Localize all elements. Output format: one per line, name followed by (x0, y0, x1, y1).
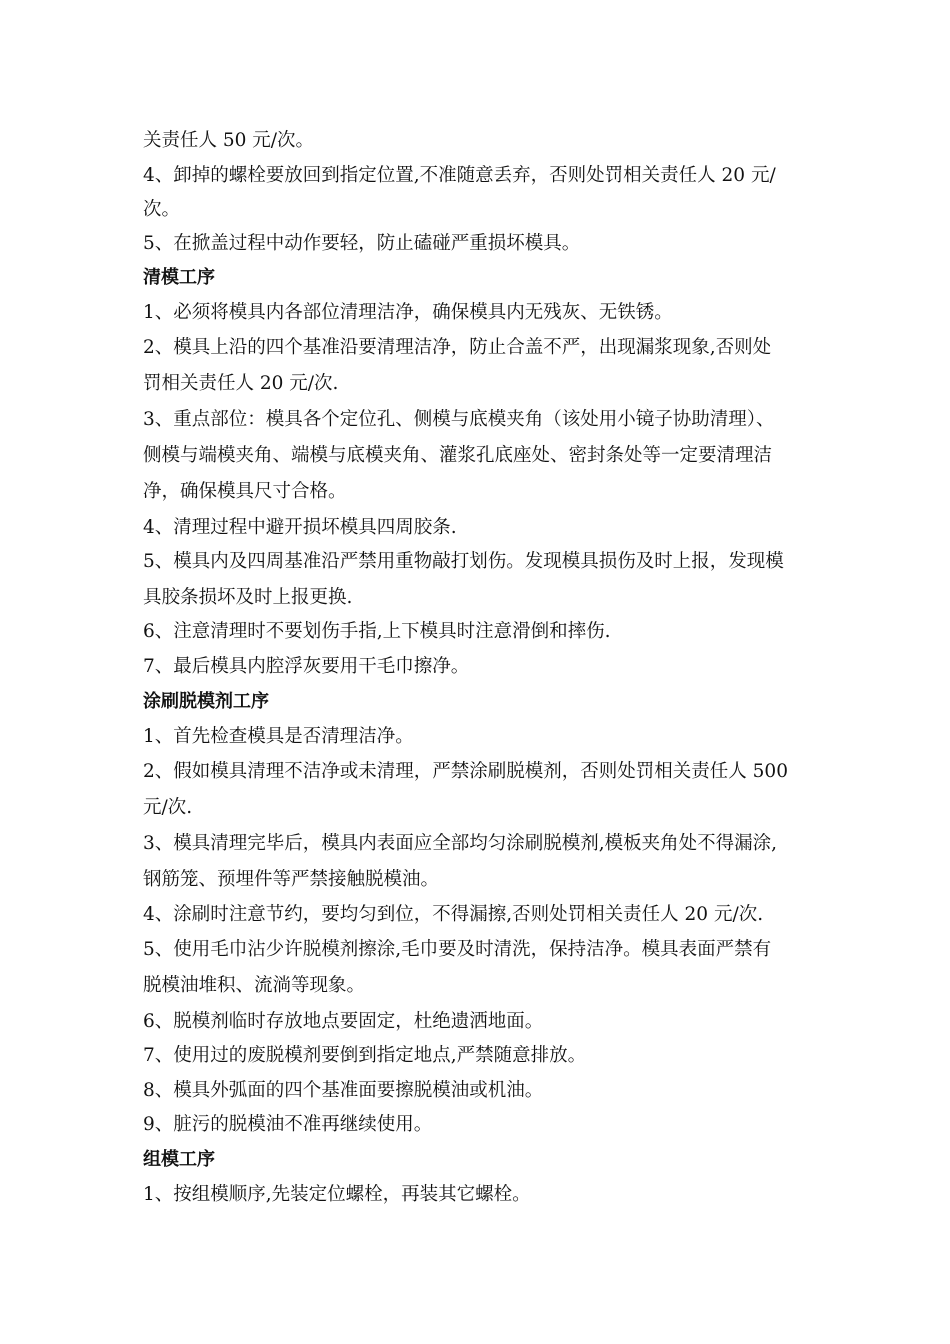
body-line: 9、脏污的脱模油不准再继续使用。 (143, 1114, 433, 1135)
body-line: 罚相关责任人 20 元/次. (143, 373, 339, 394)
body-line: 7、使用过的废脱模剂要倒到指定地点,严禁随意排放。 (143, 1045, 587, 1066)
section-heading-clean-mold: 清模工序 (143, 267, 215, 288)
body-line: 5、模具内及四周基准沿严禁用重物敲打划伤。发现模具损伤及时上报，发现模 (143, 551, 784, 572)
body-line: 脱模油堆积、流淌等现象。 (143, 975, 366, 996)
body-line: 3、重点部位：模具各个定位孔、侧模与底模夹角（该处用小镜子协助清理）、 (143, 409, 775, 430)
body-line: 2、模具上沿的四个基准沿要清理洁净，防止合盖不严，出现漏浆现象,否则处 (143, 337, 772, 358)
body-line: 侧模与端模夹角、端模与底模夹角、灌浆孔底座处、密封条处等一定要清理洁 (143, 445, 773, 466)
body-line: 1、首先检查模具是否清理洁净。 (143, 726, 414, 747)
body-line: 7、最后模具内腔浮灰要用干毛巾擦净。 (143, 656, 470, 677)
body-line: 5、使用毛巾沾少许脱模剂擦涂,毛巾要及时清洗，保持洁净。模具表面严禁有 (143, 939, 772, 960)
body-line: 具胶条损坏及时上报更换. (143, 587, 353, 608)
body-line: 3、模具清理完毕后，模具内表面应全部均匀涂刷脱模剂,模板夹角处不得漏涂, (143, 833, 778, 854)
body-line: 1、按组模顺序,先装定位螺栓，再装其它螺栓。 (143, 1184, 531, 1205)
body-line: 5、在掀盖过程中动作要轻，防止磕碰严重损坏模具。 (143, 233, 581, 254)
body-line: 关责任人 50 元/次。 (143, 130, 315, 151)
body-line: 8、模具外弧面的四个基准面要擦脱模油或机油。 (143, 1080, 544, 1101)
body-line: 2、假如模具清理不洁净或未清理，严禁涂刷脱模剂，否则处罚相关责任人 500 (143, 761, 788, 782)
body-line: 元/次. (143, 797, 193, 818)
body-line: 钢筋笼、预埋件等严禁接触脱模油。 (143, 869, 440, 890)
section-heading-assemble-mold: 组模工序 (143, 1149, 215, 1170)
body-line: 6、注意清理时不要划伤手指,上下模具时注意滑倒和摔伤. (143, 621, 611, 642)
body-line: 6、脱模剂临时存放地点要固定，杜绝遗洒地面。 (143, 1011, 544, 1032)
body-line: 净，确保模具尺寸合格。 (143, 481, 347, 502)
body-line: 4、清理过程中避开损坏模具四周胶条. (143, 517, 457, 538)
body-line: 次。 (143, 199, 181, 220)
body-line: 4、涂刷时注意节约，要均匀到位，不得漏擦,否则处罚相关责任人 20 元/次. (143, 904, 764, 925)
section-heading-release-agent: 涂刷脱模剂工序 (143, 691, 269, 712)
body-line: 1、必须将模具内各部位清理洁净，确保模具内无残灰、无铁锈。 (143, 302, 673, 323)
body-line: 4、卸掉的螺栓要放回到指定位置,不准随意丢弃，否则处罚相关责任人 20 元/ (143, 165, 776, 186)
